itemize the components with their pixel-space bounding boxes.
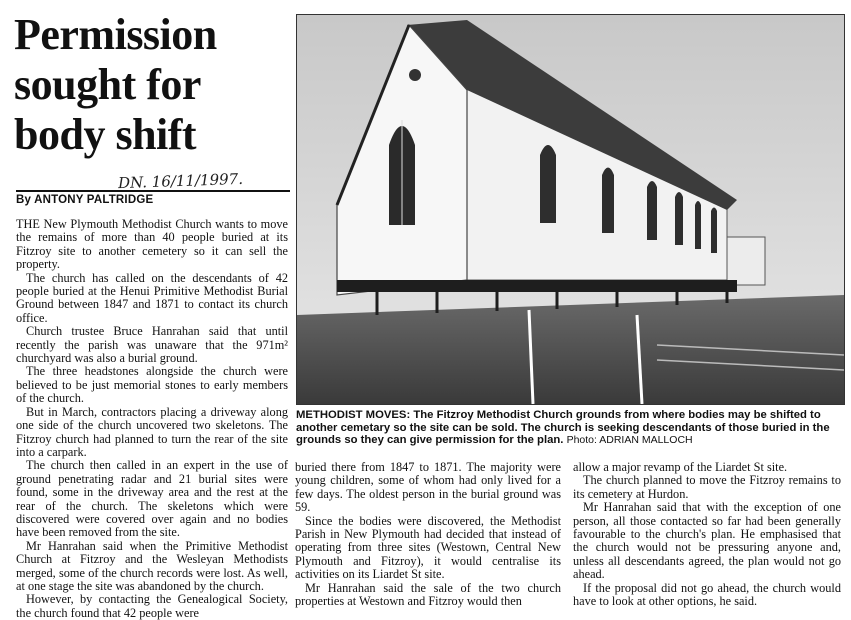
paragraph: But in March, contractors placing a driveway along one side of the church uncovered two skeletons. The Fitzroy church had planned to turn the rear of the site into a carpark.: [16, 404, 288, 459]
handwritten-date-note: DN. 16/11/1997.: [117, 169, 244, 193]
paragraph: Since the bodies were discovered, the Methodist Parish in New Plymouth had decided that instead of operating from three sites (Westown, Central New Plymouth and Fitzroy), it would centralise its activities on its Liardet St site.: [295, 513, 561, 582]
paragraph: However, by contacting the Genealogical Society, the church found that 42 people were: [16, 592, 288, 620]
paragraph: buried there from 1847 to 1871. The majority were young children, some of whom had only lived for a few days. The oldest person in the burial ground was 59.: [295, 460, 561, 515]
paragraph: The three headstones alongside the church were believed to be just memorial stones to early members of the church.: [16, 364, 288, 406]
paragraph: Mr Hanrahan said the sale of the two church properties at Westown and Fitzroy would then: [295, 580, 561, 609]
headline: [14, 10, 284, 160]
paragraph: THE New Plymouth Methodist Church wants to move the remains of more than 40 people buried at its Fitzroy site to another cemetery so it can sell the property.: [16, 217, 288, 272]
paragraph: The church has called on the descendants of 42 people buried at the Henui Primitive Methodist Burial Ground between 1847 and 1871 to contact its church office.: [16, 270, 288, 325]
headline-line: sought for: [14, 60, 201, 109]
headline-line: Permission: [14, 10, 217, 59]
church-photo-image: [297, 15, 844, 404]
paragraph: Mr Hanrahan said when the Primitive Methodist Church at Fitzroy and the Wesleyan Methodists merged, some of the church records were lost. As well, at one stage the site was abandoned by the church.: [16, 538, 288, 593]
paragraph: allow a major revamp of the Liardet St site.: [573, 460, 788, 474]
article-column-1: [16, 218, 288, 620]
headline-line: body shift: [14, 110, 197, 159]
article-column-2: [295, 461, 561, 608]
byline: By ANTONY PALTRIDGE: [16, 190, 290, 206]
caption-text: The Fitzroy Methodist Church grounds from where bodies may be shifted to another cemetary so the site can be sold. The church is seeking descendants of those buried in the grounds so they can give permission for the plan.: [296, 409, 830, 447]
paragraph: If the proposal did not go ahead, the church would have to look at other options, he said.: [573, 580, 841, 609]
photo-caption: [296, 409, 844, 447]
paragraph: Church trustee Bruce Hanrahan said that until recently the parish was unaware that the 971m² churchyard was also a burial ground.: [16, 324, 288, 366]
paragraph: The church planned to move the Fitzroy remains to its cemetery at Hurdon.: [573, 473, 841, 501]
article-column-3: [573, 461, 841, 608]
church-photo: [296, 14, 845, 405]
caption-head: METHODIST MOVES:: [296, 409, 411, 421]
paragraph: Mr Hanrahan said that with the exception of one person, all those contacted so far had been generally favourable to the church's plan. He emphasised that the church would not be pressuring anyone and, unless all descendants agreed, the plan would not go ahead.: [573, 500, 841, 582]
paragraph: The church then called in an expert in the use of ground penetrating radar and 21 burial sites were found, some in the driveway area and the rest at the rear of the church. The skeletons which were discovered were covered over again and no bodies have been removed from the site.: [16, 458, 288, 540]
photo-credit: Photo: ADRIAN MALLOCH: [566, 434, 693, 447]
